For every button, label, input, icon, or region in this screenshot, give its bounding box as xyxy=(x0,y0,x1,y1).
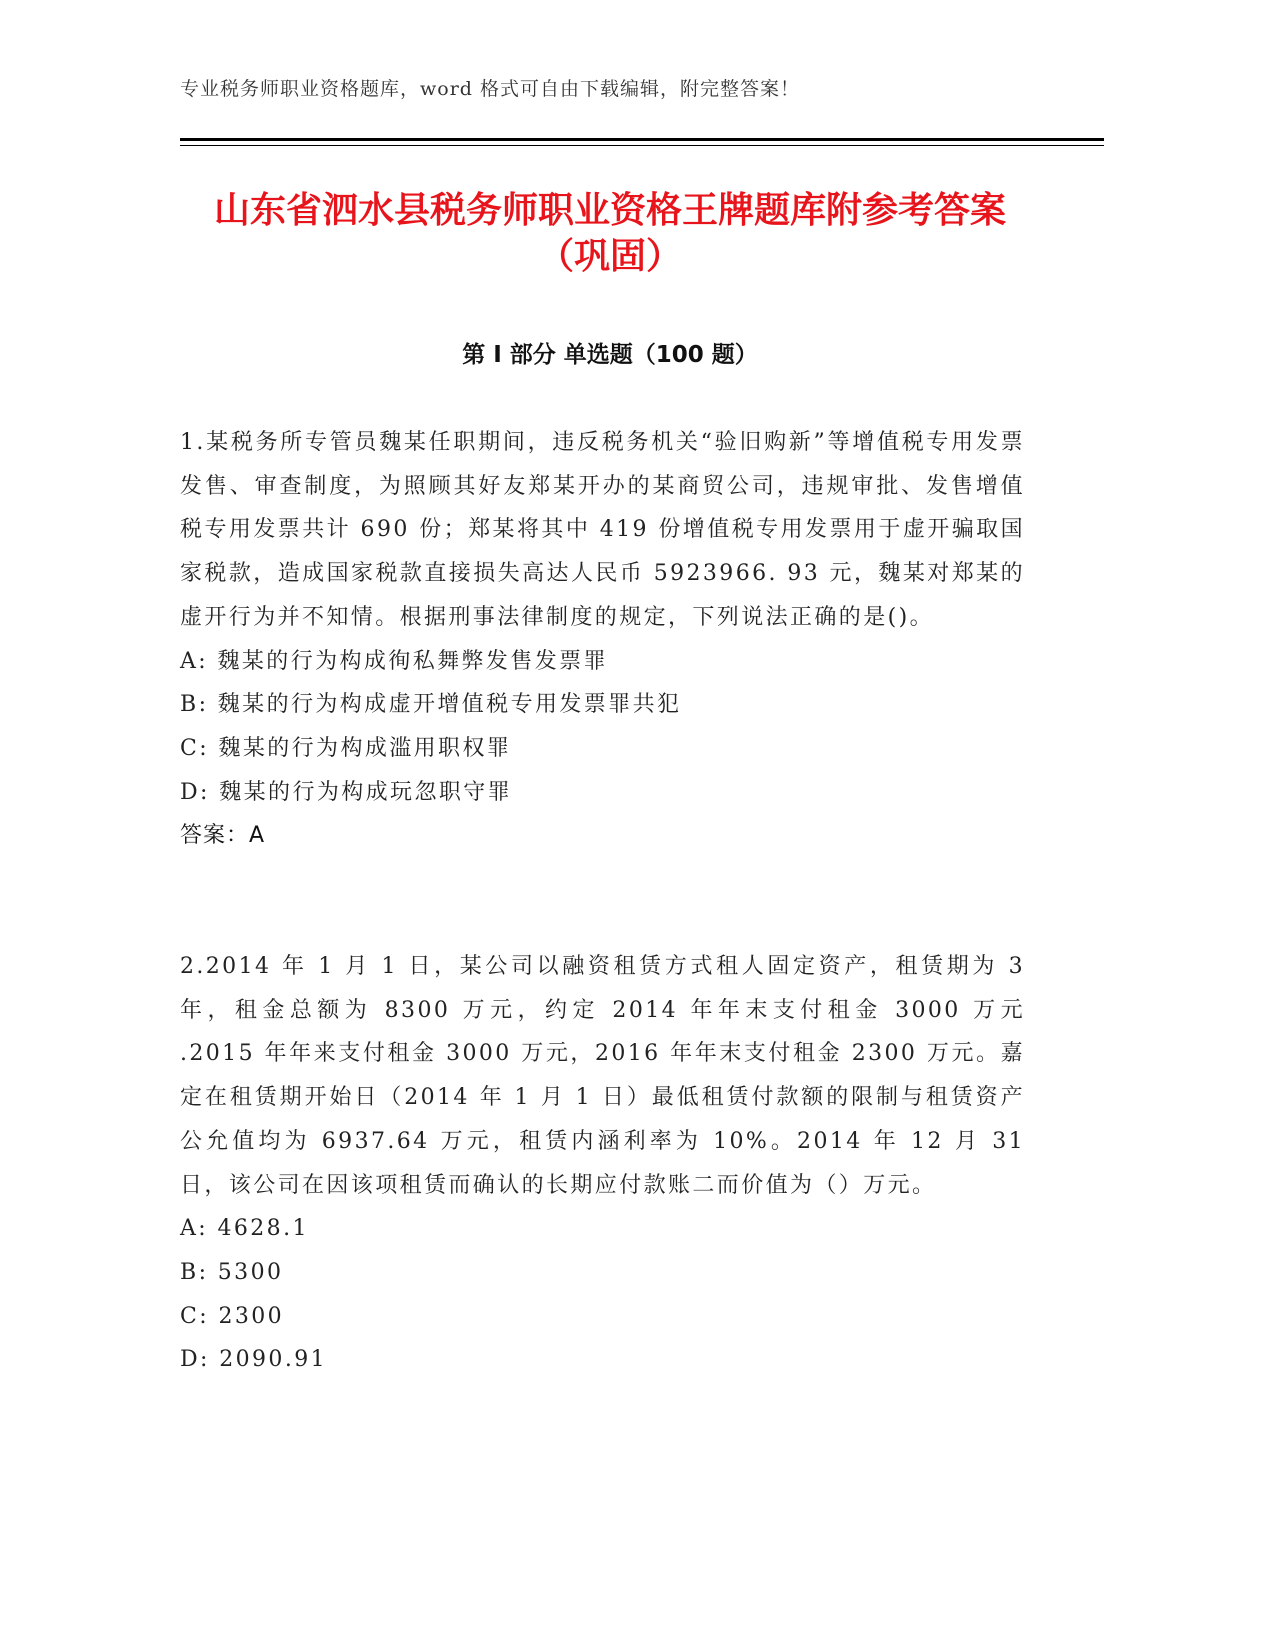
question-2-option-a: A: 4628.1 xyxy=(180,1216,309,1242)
question-1-text: 1.某税务所专管员魏某任职期间，违反税务机关“验旧购新”等增值税专用发票发售、审查制度，为照顾其好友郑某开办的某商贸公司，违规审批、发售增值税专用发票共计 690 份；郑某将其中 419 份增值税专用发票用于虚开骗取国家税款，造成国家税款直接损失高达人民币 5923966. 93 元，魏某对郑某的虚开行为并不知情。根据刑事法律制度的规定，下列说法正确的是()。 xyxy=(180,430,1025,630)
document-title: 山东省泗水县税务师职业资格王牌题库附参考答案（巩固） xyxy=(213,190,1006,277)
header-rule-thick xyxy=(180,138,1104,141)
question-1-answer: 答案：A xyxy=(180,823,266,849)
header-note: 专业税务师职业资格题库，word 格式可自由下载编辑，附完整答案！ xyxy=(180,78,800,100)
question-1-option-b: B: 魏某的行为构成虚开增值税专用发票罪共犯 xyxy=(180,692,682,718)
question-1-option-a: A: 魏某的行为构成徇私舞弊发售发票罪 xyxy=(180,648,608,674)
header-rule-thin xyxy=(180,145,1104,146)
question-2-option-b: B: 5300 xyxy=(180,1259,284,1285)
question-1-option-d: D: 魏某的行为构成玩忽职守罪 xyxy=(180,779,513,805)
question-1 xyxy=(180,421,1025,858)
question-2-option-d: D: 2090.91 xyxy=(180,1347,328,1373)
question-2-option-c: C: 2300 xyxy=(180,1303,285,1329)
question-2 xyxy=(180,945,1025,1382)
section-title: 第 I 部分 单选题（100 题） xyxy=(462,342,758,368)
question-2-text: 2.2014 年 1 月 1 日，某公司以融资租赁方式租人固定资产，租赁期为 3 年，租金总额为 8300 万元，约定 2014 年年末支付租金 3000 万元 .2015 年年来支付租金 3000 万元，2016 年年末支付租金 2300 万元。嘉定在租赁期开始日（2014 年 1 月 1 日）最低租赁付款额的限制与租赁资产公允值均为 6937.64 万元，租赁内涵利率为 10%。2014 年 12 月 31 日，该公司在因该项租赁而确认的长期应付款账二而价值为（）万元。 xyxy=(180,954,1025,1198)
question-1-option-c: C: 魏某的行为构成滥用职权罪 xyxy=(180,735,512,761)
